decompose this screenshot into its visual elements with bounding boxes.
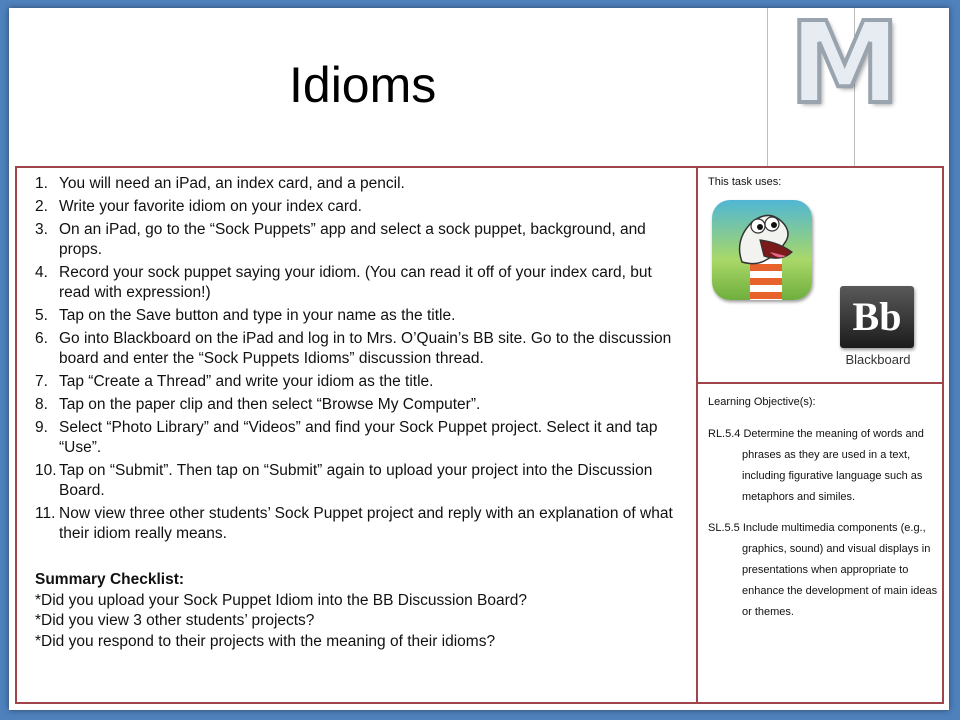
step-number: 4. bbox=[35, 264, 48, 281]
blackboard-wordmark: Blackboard bbox=[845, 352, 911, 367]
step-number: 11. bbox=[35, 505, 56, 522]
steps-list bbox=[35, 174, 687, 547]
step-number: 10. bbox=[35, 462, 57, 479]
task-uses-panel bbox=[696, 166, 944, 384]
step-item bbox=[35, 329, 687, 369]
step-item bbox=[35, 197, 687, 217]
page-title: Idioms bbox=[289, 57, 437, 113]
step-number: 3. bbox=[35, 221, 48, 238]
standard-item: SL.5.5 Include multimedia components (e.g., graphics, sound) and visual displays in presentations when appropriate to enhance the development of main ideas or themes. bbox=[708, 522, 938, 618]
task-uses-label: This task uses: bbox=[708, 176, 782, 188]
step-number: 5. bbox=[35, 307, 48, 324]
standard-item: RL.5.4 Determine the meaning of words and phrases as they are used in a text, including figurative language such as metaphors and similes. bbox=[708, 428, 924, 503]
sock-puppet-icon bbox=[712, 200, 812, 300]
step-text: On an iPad, go to the “Sock Puppets” app and select a sock puppet, background, and props. bbox=[59, 221, 646, 258]
corner-letter: M bbox=[789, 0, 901, 129]
step-text: Go into Blackboard on the iPad and log in to Mrs. O’Quain’s BB site. Go to the discussion board and enter the “Sock Puppets Idioms” discussion thread. bbox=[59, 330, 672, 367]
step-item bbox=[35, 263, 687, 303]
step-number: 7. bbox=[35, 373, 48, 390]
step-number: 9. bbox=[35, 419, 48, 436]
step-text: Select “Photo Library” and “Videos” and find your Sock Puppet project. Select it and tap “Use”. bbox=[59, 419, 658, 456]
step-number: 6. bbox=[35, 330, 48, 347]
step-item bbox=[35, 220, 687, 260]
summary-item: *Did you view 3 other students’ projects? bbox=[35, 612, 315, 629]
summary-heading: Summary Checklist: bbox=[35, 571, 185, 588]
step-item bbox=[35, 461, 687, 501]
step-text: Record your sock puppet saying your idiom. (You can read it off of your index card, but read with expression!) bbox=[59, 264, 652, 301]
step-text: Tap “Create a Thread” and write your idiom as the title. bbox=[59, 373, 434, 390]
step-item bbox=[35, 306, 687, 326]
step-text: Tap on the Save button and type in your name as the title. bbox=[59, 307, 456, 324]
blackboard-logo bbox=[836, 286, 920, 376]
learning-objectives-label: Learning Objective(s): bbox=[708, 396, 816, 408]
slide bbox=[9, 0, 949, 710]
blackboard-icon: Bb bbox=[840, 286, 914, 348]
step-text: Tap on “Submit”. Then tap on “Submit” again to upload your project into the Discussion Board. bbox=[59, 462, 653, 499]
summary-checklist bbox=[35, 570, 687, 652]
step-item bbox=[35, 372, 687, 392]
summary-item: *Did you respond to their projects with the meaning of their idioms? bbox=[35, 632, 496, 650]
sock-puppets-app-icon bbox=[712, 200, 812, 300]
step-item bbox=[35, 418, 687, 458]
summary-item: *Did you upload your Sock Puppet Idiom into the BB Discussion Board? bbox=[35, 591, 527, 609]
step-text: You will need an iPad, an index card, and a pencil. bbox=[59, 175, 405, 192]
step-number: 2. bbox=[35, 198, 48, 215]
instructions-panel bbox=[15, 166, 698, 704]
decorative-line-left bbox=[767, 8, 768, 170]
step-item bbox=[35, 174, 687, 194]
learning-objectives-panel bbox=[696, 382, 944, 704]
step-number: 1. bbox=[35, 175, 48, 192]
step-item bbox=[35, 504, 687, 544]
step-number: 8. bbox=[35, 396, 48, 413]
step-text: Now view three other students’ Sock Puppet project and reply with an explanation of what their idiom really means. bbox=[59, 505, 673, 542]
step-text: Tap on the paper clip and then select “Browse My Computer”. bbox=[59, 396, 481, 413]
step-text: Write your favorite idiom on your index card. bbox=[59, 198, 362, 215]
step-item bbox=[35, 395, 687, 415]
standards-list bbox=[708, 424, 940, 633]
